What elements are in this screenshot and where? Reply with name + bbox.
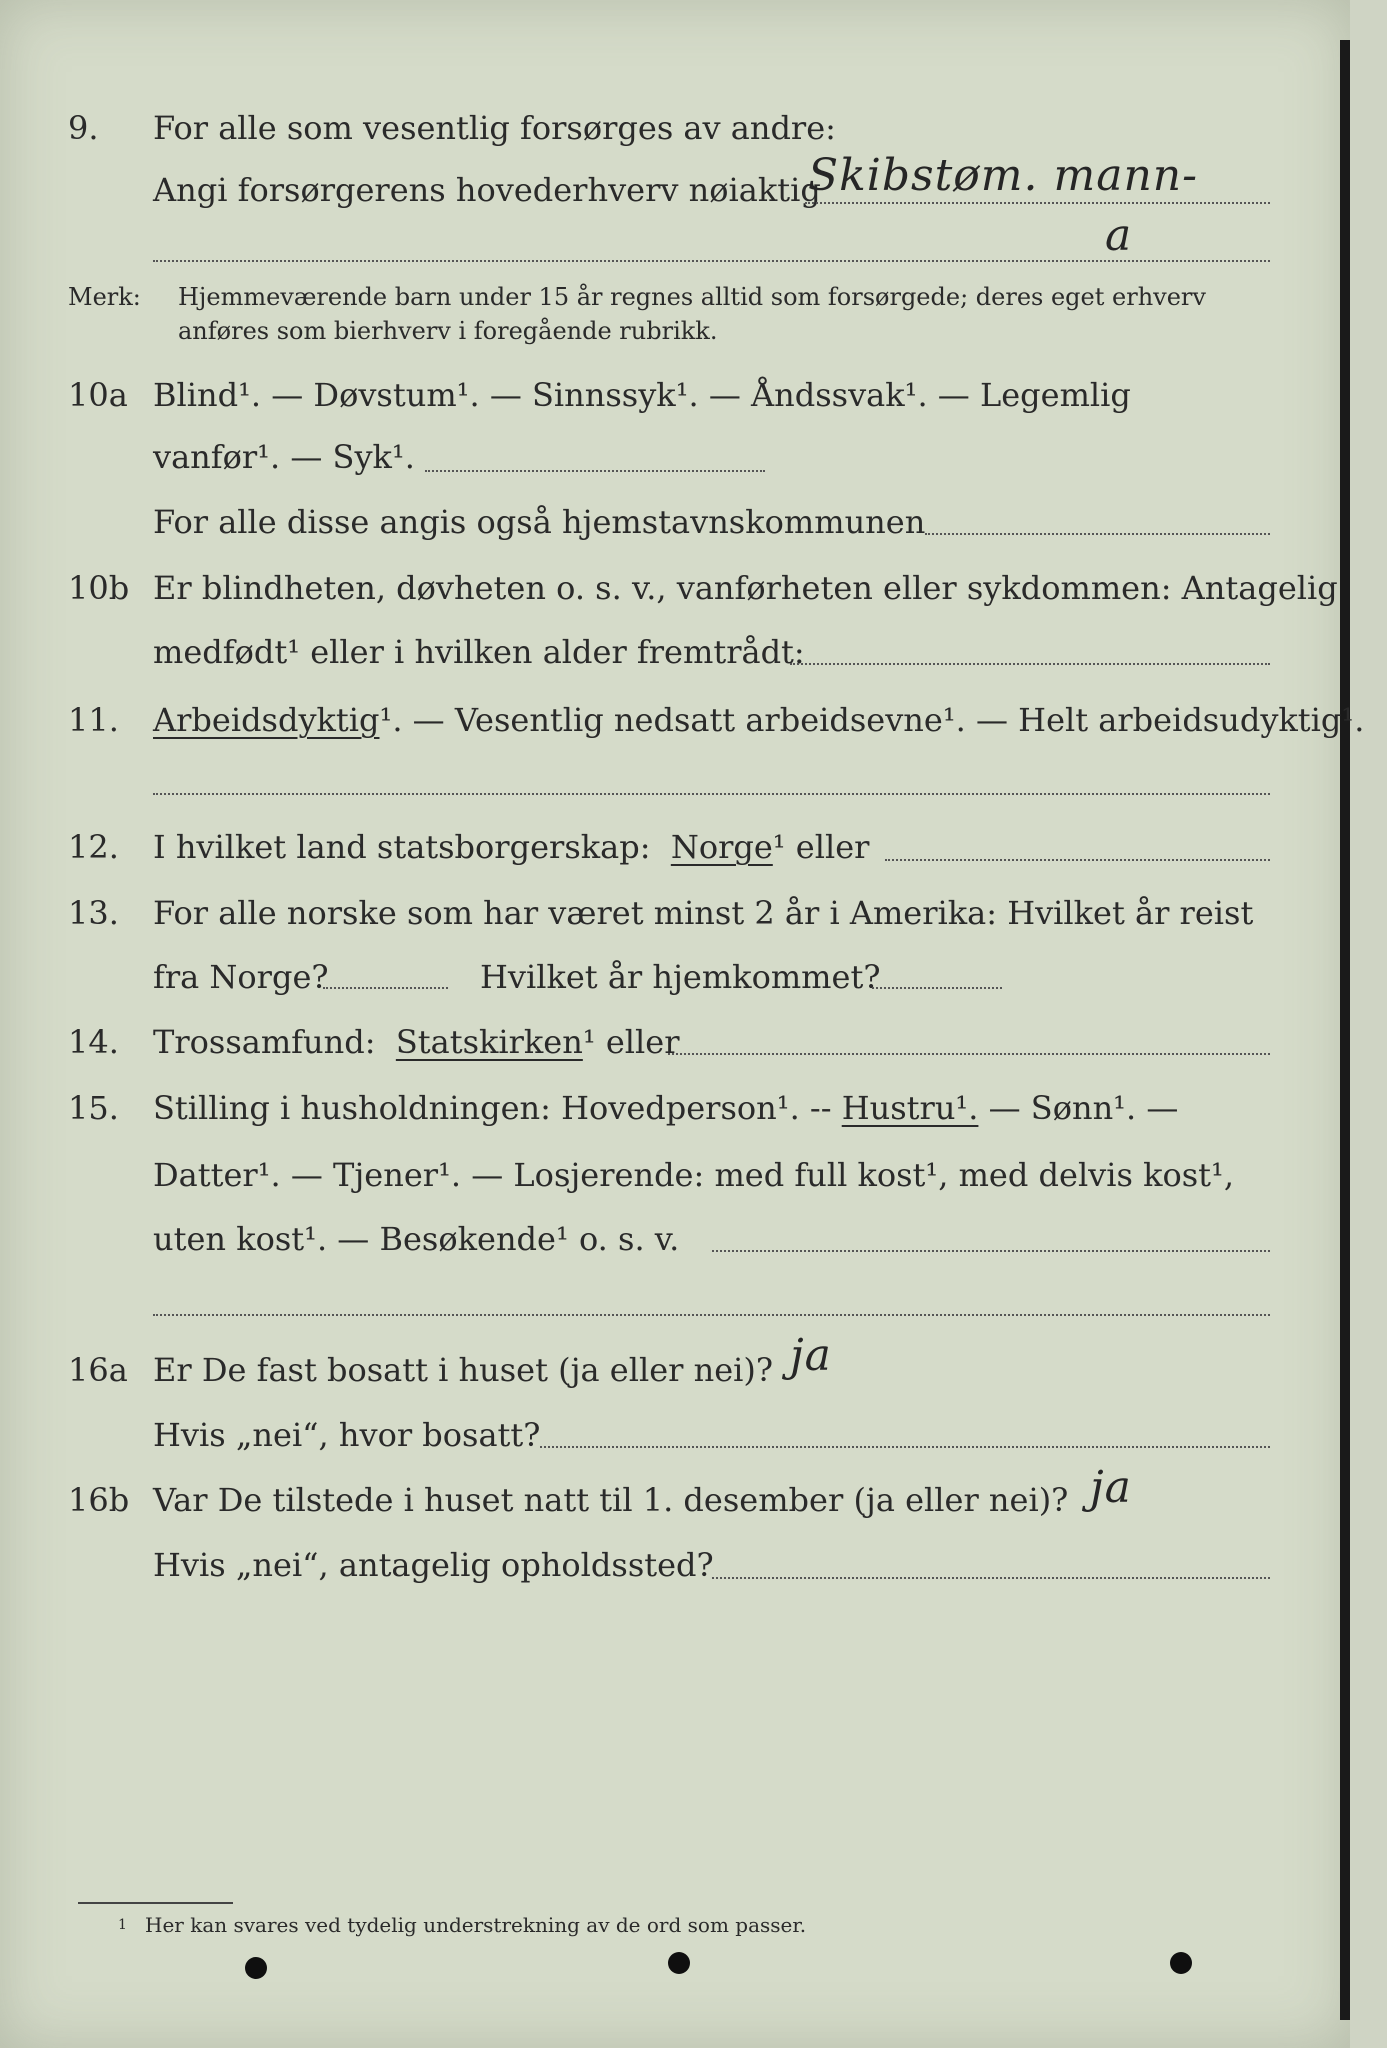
question-16b-number: 16b (68, 1481, 130, 1519)
question-13-left-norway: fra Norge? (153, 958, 329, 996)
question-12-suffix: ¹ eller (772, 828, 870, 866)
question-14-number: 14. (68, 1023, 119, 1061)
question-9-answer-line (805, 202, 1270, 204)
question-14-suffix: ¹ eller (582, 1023, 680, 1061)
note-text-cont: anføres som bierhverv i foregående rubrikk. (178, 317, 718, 345)
question-13-number: 13. (68, 894, 119, 932)
footnote-rule (78, 1902, 233, 1904)
question-14-line (0, 1017, 1350, 1067)
question-16b-answer-line (712, 1577, 1270, 1579)
option-hustru-selected: Hustru¹. (841, 1089, 979, 1127)
question-10a-home-municipality: For alle disse angis også hjemstavnskommunen (153, 503, 926, 541)
note-text: Hjemmeværende barn under 15 år regnes alltid som forsørgede; deres eget erhverv (178, 283, 1206, 311)
note-label: Merk: (68, 283, 141, 311)
question-16a-handwritten-answer: ja (790, 1330, 832, 1381)
question-11-number: 11. (68, 701, 119, 739)
question-9-handwritten-answer: Skibstøm. mann- (808, 150, 1198, 201)
question-16a-line-2 (0, 1410, 1350, 1460)
question-16a-text: Er De fast bosatt i huset (ja eller nei)? (153, 1351, 774, 1389)
question-15-answer-line (712, 1250, 1270, 1252)
question-10b-answer-line (790, 663, 1270, 665)
question-15-text-cont: Datter¹. — Tjener¹. — Losjerende: med full kost¹, med delvis kost¹, (153, 1156, 1235, 1194)
question-10b-text-cont: medfødt¹ eller i hvilken alder fremtrådt: (153, 633, 805, 671)
punch-hole-center (668, 1952, 690, 1974)
question-13-text: For alle norske som har været minst 2 år i Amerika: Hvilket år reist (153, 894, 1254, 932)
question-11-answer-line (153, 793, 1270, 795)
question-16b-probable-location: Hvis „nei“, antagelig opholdssted? (153, 1546, 714, 1584)
question-10a-text: Blind¹. — Døvstum¹. — Sinnssyk¹. — Åndssvak¹. — Legemlig (153, 376, 1131, 414)
question-13-line-1 (0, 888, 1350, 938)
question-14-prompt: Trossamfund: (153, 1023, 376, 1061)
question-10b-line-2 (0, 627, 1350, 677)
question-13-returned: Hvilket år hjemkommet? (480, 958, 881, 996)
option-arbeidsdyktig-selected: Arbeidsdyktig (153, 701, 380, 739)
question-12-number: 12. (68, 828, 119, 866)
footnote-text: Her kan svares ved tydelig understrekning av de ord som passer. (145, 1913, 807, 1937)
question-15-text-end: uten kost¹. — Besøkende¹ o. s. v. (153, 1220, 680, 1258)
question-12-line (0, 822, 1350, 872)
question-12-options (153, 822, 869, 872)
footnote-mark: 1 (118, 1917, 127, 1933)
question-10a-municipality-line (925, 533, 1270, 535)
question-16a-line-1 (0, 1345, 1350, 1395)
punch-hole-left (245, 1957, 267, 1979)
question-12-prompt: I hvilket land statsborgerskap: (153, 828, 651, 866)
question-10b-line-1 (0, 563, 1350, 613)
punch-hole-right (1170, 1952, 1192, 1974)
question-15-prompt: Stilling i husholdningen: Hovedperson¹. -- (153, 1089, 842, 1127)
question-10a-answer-line (425, 470, 765, 472)
question-10a-number: 10a (68, 376, 128, 414)
question-13-year-left-line (323, 987, 448, 989)
question-15-line-2 (0, 1150, 1350, 1200)
question-9-number: 9. (68, 109, 99, 147)
question-10a-line-2 (0, 432, 1350, 482)
question-10b-number: 10b (68, 569, 130, 607)
question-10a-line-3 (0, 497, 1350, 547)
question-16b-handwritten-answer: ja (1090, 1462, 1132, 1513)
question-16b-line-1 (0, 1475, 1350, 1525)
question-9-handwritten-answer-cont: a (1105, 210, 1133, 261)
question-12-answer-line (885, 859, 1270, 861)
option-statskirken-selected: Statskirken (395, 1023, 583, 1061)
question-16b-text: Var De tilstede i huset natt til 1. desember (ja eller nei)? (153, 1481, 1069, 1519)
note-line-1 (0, 280, 1350, 314)
question-11-line (0, 695, 1365, 745)
option-norge-selected: Norge (670, 828, 773, 866)
question-10a-text-cont: vanfør¹. — Syk¹. (153, 438, 415, 476)
question-16a-number: 16a (68, 1351, 128, 1389)
question-14-answer-line (668, 1053, 1270, 1055)
question-15-line-1 (0, 1083, 1350, 1133)
question-9-answer-line-2 (153, 260, 1270, 262)
question-9-text: For alle som vesentlig forsørges av andre: (153, 109, 836, 147)
question-15-answer-line-2 (153, 1314, 1270, 1316)
question-16a-answer-line (540, 1446, 1270, 1448)
question-10a-line-1 (0, 370, 1350, 420)
note-line-2 (0, 314, 1350, 348)
question-16a-where-living: Hvis „nei“, hvor bosatt? (153, 1416, 541, 1454)
question-15-options (153, 1083, 1178, 1133)
question-15-options-cont: — Sønn¹. — (978, 1089, 1179, 1127)
question-9-line-1 (0, 103, 1350, 153)
question-13-line-2 (0, 952, 1350, 1002)
question-9-prompt: Angi forsørgerens hovederhverv nøiaktig (153, 171, 821, 209)
question-16b-line-2 (0, 1540, 1350, 1590)
question-10b-text: Er blindheten, døvheten o. s. v., vanførheten eller sykdommen: Antagelig (153, 569, 1338, 607)
question-15-number: 15. (68, 1089, 119, 1127)
question-13-year-returned-line (872, 987, 1002, 989)
question-15-line-3 (0, 1214, 1350, 1264)
question-11-options (153, 695, 1364, 745)
question-11-other-options: ¹. — Vesentlig nedsatt arbeidsevne¹. — Helt arbeidsudyktig¹. (379, 701, 1365, 739)
footnote (0, 1910, 1350, 1940)
question-14-options (153, 1017, 679, 1067)
